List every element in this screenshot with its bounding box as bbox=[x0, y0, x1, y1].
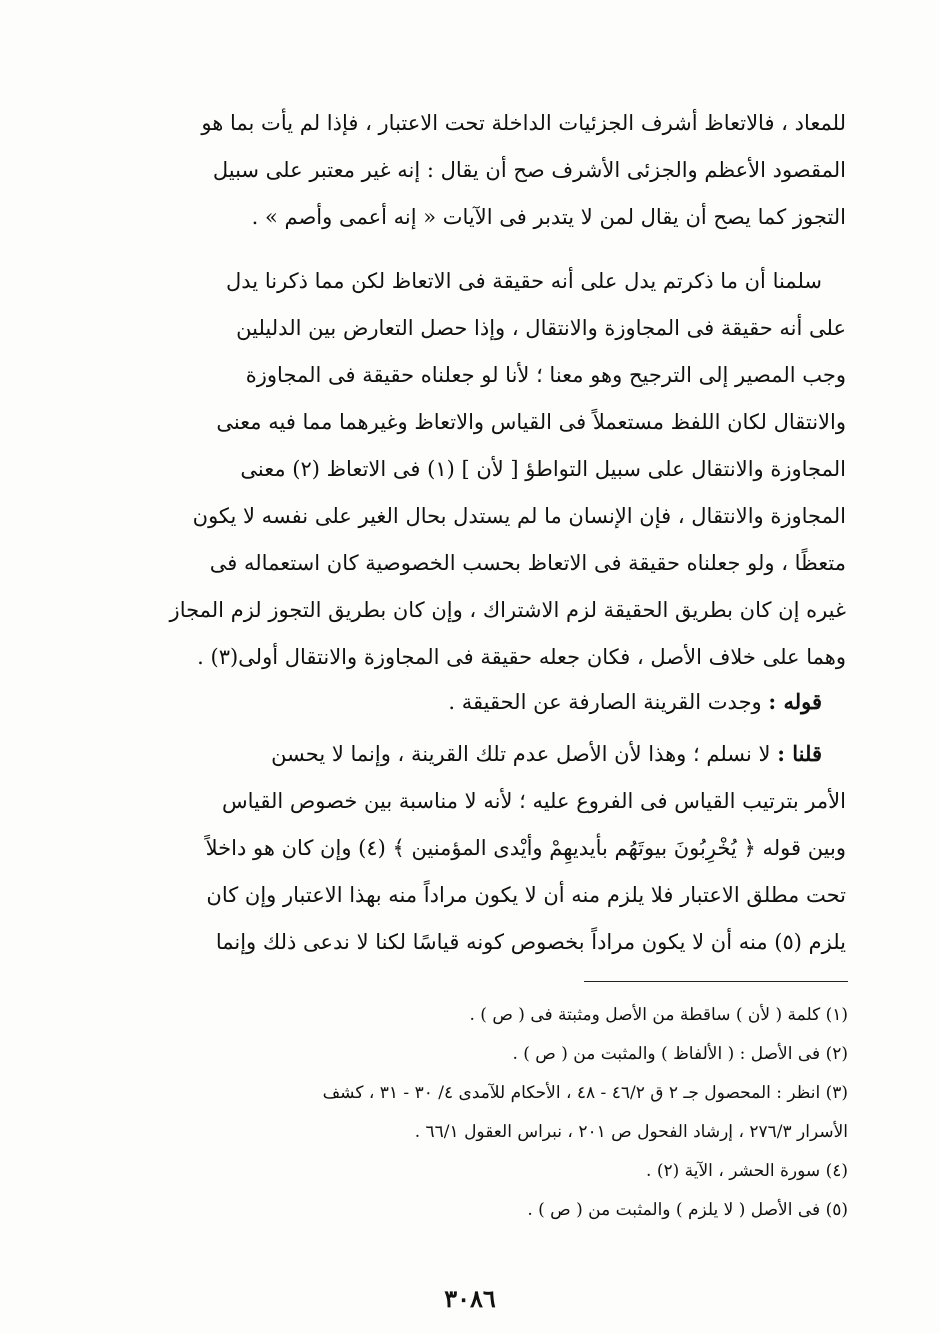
paragraph-3 bbox=[130, 678, 846, 726]
text-line: وبين قوله ﴿ يُخْرِبُونَ بيوتَهُم بأيديهِمْ وأيْدى المؤمنين ﴾ (٤) وإن كان هو داخلاً bbox=[205, 836, 846, 860]
text-line: غيره إن كان بطريق الحقيقة لزم الاشتراك ، وإن كان بطريق التجوز لزم المجاز bbox=[169, 598, 846, 622]
paragraph-1 bbox=[130, 100, 846, 241]
paragraph-2 bbox=[130, 258, 846, 681]
text-line: المجاوزة والانتقال على سبيل التواطؤ [ لأن ] (١) فى الاتعاظ (٢) معنى bbox=[240, 457, 846, 481]
text-line: التجوز كما يصح أن يقال لمن لا يتدبر فى الآيات « إنه أعمى وأصم » . bbox=[251, 205, 846, 229]
text-line bbox=[130, 678, 846, 726]
text-line: للمعاد ، فالاتعاظ أشرف الجزئيات الداخلة تحت الاعتبار ، فإذا لم يأت بما هو bbox=[201, 111, 846, 135]
text-line: تحت مطلق الاعتبار فلا يلزم منه أن لا يكون مراداً منه بهذا الاعتبار وإن كان bbox=[206, 883, 846, 907]
lead-word: قلنا : bbox=[777, 741, 822, 766]
paragraph-4 bbox=[130, 730, 846, 966]
text-line bbox=[130, 730, 846, 778]
lead-text: وجدت القرينة الصارفة عن الحقيقة . bbox=[448, 690, 762, 714]
text-line: المقصود الأعظم والجزئى الأشرف صح أن يقال : إنه غير معتبر على سبيل bbox=[212, 158, 846, 182]
footnote-3: (٣) انظر : المحصول جـ ٢ ق ٤٦/٢ - ٤٨ ، الأحكام للآمدى ٤/ ٣٠ - ٣١ ، كشف bbox=[322, 1083, 848, 1103]
text-line: على أنه حقيقة فى المجاوزة والانتقال ، وإذا حصل التعارض بين الدليلين bbox=[236, 316, 846, 340]
text-line: يلزم (٥) منه أن لا يكون مراداً بخصوص كونه قياسًا لكنا لا ندعى ذلك وإنما bbox=[215, 930, 846, 954]
text-line: الأمر بترتيب القياس فى الفروع عليه ؛ لأنه لا مناسبة بين خصوص القياس bbox=[221, 789, 846, 813]
footnote-4: (٤) سورة الحشر ، الآية (٢) . bbox=[646, 1161, 848, 1181]
footnote-1: (١) كلمة ( لأن ) ساقطة من الأصل ومثبتة فى ( ص ) . bbox=[469, 1005, 848, 1025]
footnotes bbox=[140, 996, 848, 1230]
text-line: والانتقال لكان اللفظ مستعملاً فى القياس والاتعاظ وغيرهما مما فيه معنى bbox=[216, 410, 846, 434]
text-line: المجاوزة والانتقال ، فإن الإنسان ما لم يستدل بحال الغير على نفسه لا يكون bbox=[192, 504, 846, 528]
text-line: وجب المصير إلى الترجيح وهو معنا ؛ لأنا لو جعلناه حقيقة فى المجاوزة bbox=[245, 363, 846, 387]
page-number: ٣٠٨٦ bbox=[444, 1284, 496, 1313]
lead-word: قوله : bbox=[768, 689, 822, 714]
text-line: متعظًا ، ولو جعلناه حقيقة فى الاتعاظ بحسب الخصوصية كان استعماله فى bbox=[209, 551, 846, 575]
text-line: سلمنا أن ما ذكرتم يدل على أنه حقيقة فى الاتعاظ لكن مما ذكرنا يدل bbox=[226, 269, 822, 293]
footnote-3-continued: الأسرار ٢٧٦/٣ ، إرشاد الفحول ص ٢٠١ ، نبراس العقول ٦٦/١ . bbox=[414, 1122, 848, 1142]
lead-text: لا نسلم ؛ وهذا لأن الأصل عدم تلك القرينة ، وإنما لا يحسن bbox=[271, 742, 771, 766]
text-line: وهما على خلاف الأصل ، فكان جعله حقيقة فى المجاوزة والانتقال أولى(٣) . bbox=[197, 645, 846, 669]
footnote-divider bbox=[584, 981, 848, 982]
footnote-5: (٥) فى الأصل ( لا يلزم ) والمثبت من ( ص ) . bbox=[527, 1200, 848, 1220]
footnote-2: (٢) فى الأصل : ( الألفاظ ) والمثبت من ( ص ) . bbox=[512, 1044, 848, 1064]
